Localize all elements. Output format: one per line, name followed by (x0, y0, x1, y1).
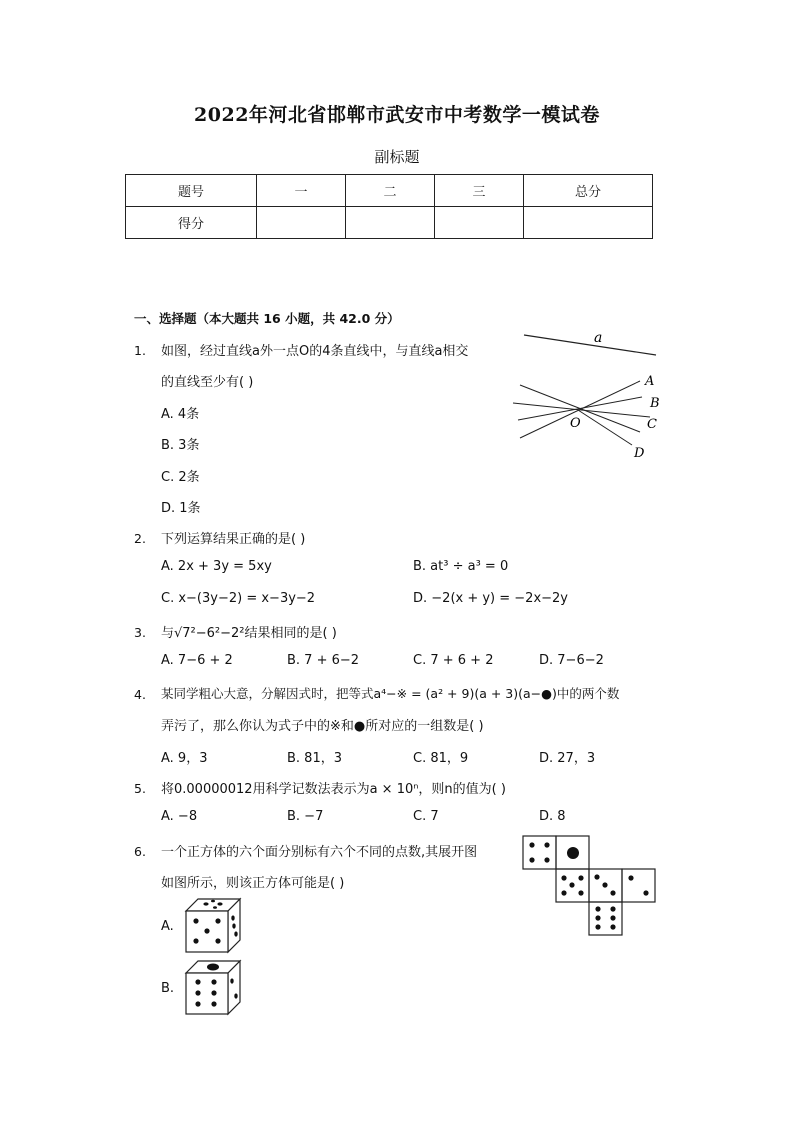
figure-label-ray: A (645, 374, 655, 389)
question-text: 一个正方体的六个面分别标有六个不同的点数,其展开图 (161, 845, 478, 860)
score-table (125, 174, 653, 239)
question-number: 2. (134, 531, 146, 546)
option-b: B. −7 (287, 809, 324, 824)
option-d: D. 8 (539, 809, 566, 824)
option-b: B. 81，3 (287, 751, 342, 766)
option-a: A. 4条 (161, 407, 200, 422)
option-a: A. −8 (161, 809, 198, 824)
question-text: 下列运算结果正确的是( ) (161, 532, 306, 547)
option-b: B. at³ ÷ a³ = 0 (413, 559, 509, 574)
cube-option-b (184, 959, 244, 1017)
score-cell (257, 207, 346, 239)
cube-option-a (184, 897, 244, 955)
score-cell (346, 207, 435, 239)
page-title: 2022年河北省邯郸市武安市中考数学一模试卷 (194, 104, 600, 126)
table-row-label: 得分 (126, 207, 257, 239)
table-row (126, 207, 653, 239)
option-c: C. 7 (413, 809, 439, 824)
question-text: 将0.00000012用科学记数法表示为a × 10ⁿ，则n的值为( ) (161, 782, 506, 797)
table-header-cell: 三 (435, 175, 524, 207)
question-number: 4. (134, 687, 146, 702)
option-c: C. x−(3y−2) = x−3y−2 (161, 591, 316, 606)
question-number: 3. (134, 625, 146, 640)
option-c: C. 81，9 (413, 751, 469, 766)
option-b: B. 3条 (161, 438, 200, 453)
question-number: 6. (134, 844, 146, 859)
question-text: 如图，经过直线a外一点O的4条直线中，与直线a相交 (161, 344, 469, 359)
lines-figure (510, 325, 670, 465)
figure-label-o: O (570, 416, 581, 431)
question-text: 与√7²−6²−2²结果相同的是( ) (161, 626, 337, 641)
option-d: D. 7−6−2 (539, 653, 604, 668)
cube-net-figure (523, 836, 659, 940)
section-heading: 一、选择题（本大题共 16 小题，共 42.0 分） (134, 311, 400, 326)
option-b: B. (161, 981, 175, 996)
question-number: 1. (134, 343, 146, 358)
score-cell (524, 207, 653, 239)
figure-label-ray: B (650, 396, 660, 411)
option-b: B. 7 + 6−2 (287, 653, 360, 668)
page-subtitle: 副标题 (374, 148, 420, 166)
question-text: 的直线至少有( ) (161, 375, 254, 390)
option-d: D. 1条 (161, 501, 201, 516)
option-c: C. 2条 (161, 470, 200, 485)
option-c: C. 7 + 6 + 2 (413, 653, 494, 668)
question-text: 弄污了，那么你认为式子中的※和●所对应的一组数是( ) (161, 719, 484, 734)
table-row (126, 175, 653, 207)
score-cell (435, 207, 524, 239)
option-d: D. 27，3 (539, 751, 596, 766)
question-number: 5. (134, 781, 146, 796)
option-a: A. (161, 919, 174, 934)
option-d: D. −2(x + y) = −2x−2y (413, 591, 568, 606)
table-header-cell: 题号 (126, 175, 257, 207)
table-header-cell: 二 (346, 175, 435, 207)
question-text: 某同学粗心大意，分解因式时，把等式a⁴−※ = (a² + 9)(a + 3)(a−●)中的两个数 (161, 686, 620, 701)
figure-label-ray: D (634, 446, 645, 461)
table-header-cell: 总分 (524, 175, 653, 207)
option-a: A. 9，3 (161, 751, 208, 766)
option-a: A. 7−6 + 2 (161, 653, 233, 668)
table-header-cell: 一 (257, 175, 346, 207)
figure-label-ray: C (647, 417, 657, 432)
question-text: 如图所示，则该正方体可能是( ) (161, 876, 345, 891)
figure-label-a: a (594, 330, 603, 346)
option-a: A. 2x + 3y = 5xy (161, 559, 272, 574)
